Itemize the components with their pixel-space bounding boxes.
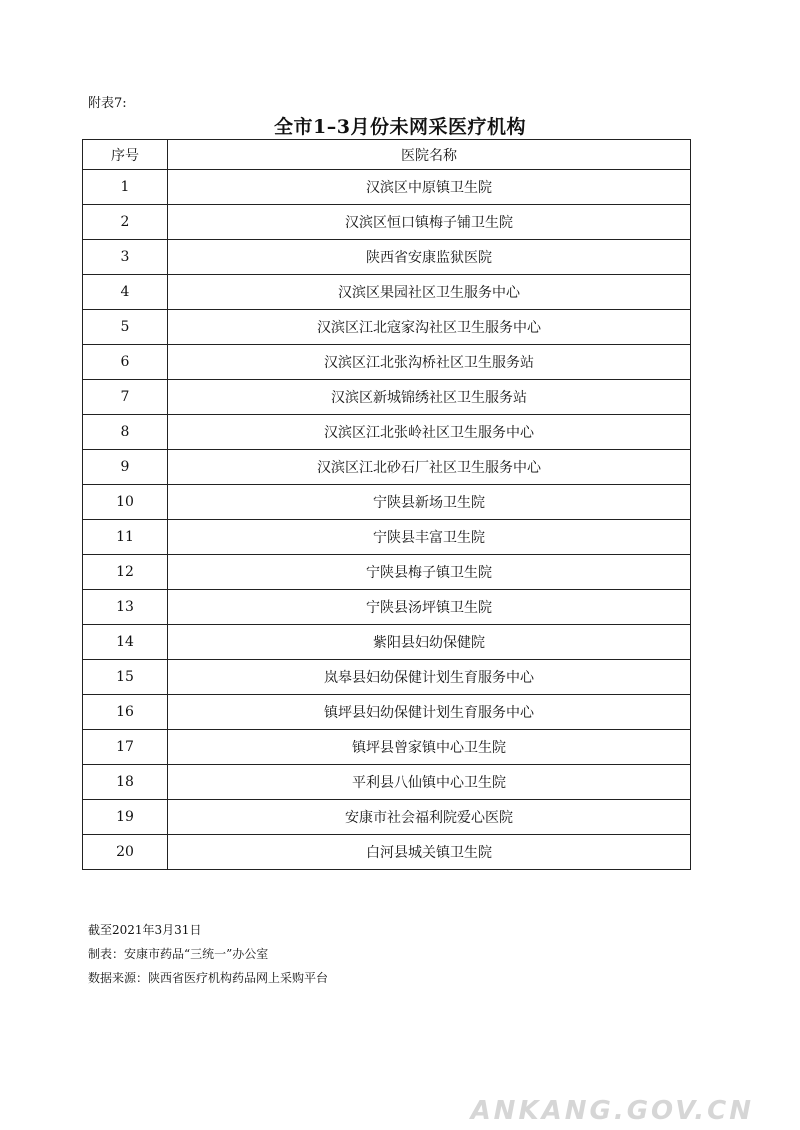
row-hospital-name: 宁陕县丰富卫生院 xyxy=(168,520,691,555)
site-watermark: ANKANG.GOV.CN xyxy=(470,1096,754,1126)
table-row xyxy=(83,730,691,765)
row-hospital-name: 汉滨区江北砂石厂社区卫生服务中心 xyxy=(168,450,691,485)
table-header-row xyxy=(83,140,691,170)
row-index: 6 xyxy=(83,345,168,380)
table-row xyxy=(83,450,691,485)
header-index: 序号 xyxy=(83,140,168,170)
table-row xyxy=(83,765,691,800)
table-row xyxy=(83,695,691,730)
row-hospital-name: 汉滨区果园社区卫生服务中心 xyxy=(168,275,691,310)
row-index: 11 xyxy=(83,520,168,555)
row-hospital-name: 镇坪县曾家镇中心卫生院 xyxy=(168,730,691,765)
row-index: 12 xyxy=(83,555,168,590)
row-hospital-name: 安康市社会福利院爱心医院 xyxy=(168,800,691,835)
row-hospital-name: 汉滨区恒口镇梅子铺卫生院 xyxy=(168,205,691,240)
row-index: 2 xyxy=(83,205,168,240)
row-index: 8 xyxy=(83,415,168,450)
annex-label: 附表7: xyxy=(88,96,127,111)
row-hospital-name: 汉滨区江北寇家沟社区卫生服务中心 xyxy=(168,310,691,345)
row-hospital-name: 汉滨区新城锦绣社区卫生服务站 xyxy=(168,380,691,415)
row-index: 4 xyxy=(83,275,168,310)
table-row xyxy=(83,310,691,345)
row-hospital-name: 宁陕县汤坪镇卫生院 xyxy=(168,590,691,625)
row-index: 7 xyxy=(83,380,168,415)
producer-note: 制表：安康市药品“三统一”办公室 xyxy=(88,947,269,961)
row-index: 19 xyxy=(83,800,168,835)
row-hospital-name: 平利县八仙镇中心卫生院 xyxy=(168,765,691,800)
table-body xyxy=(83,170,691,870)
table-row xyxy=(83,275,691,310)
row-index: 10 xyxy=(83,485,168,520)
table-row xyxy=(83,380,691,415)
row-index: 18 xyxy=(83,765,168,800)
row-hospital-name: 汉滨区江北张沟桥社区卫生服务站 xyxy=(168,345,691,380)
cutoff-date: 截至2021年3月31日 xyxy=(88,923,202,937)
table-row xyxy=(83,800,691,835)
page-title: 全市1–3月份未网采医疗机构 xyxy=(274,116,526,138)
row-hospital-name: 汉滨区江北张岭社区卫生服务中心 xyxy=(168,415,691,450)
row-hospital-name: 白河县城关镇卫生院 xyxy=(168,835,691,870)
table-row xyxy=(83,520,691,555)
row-index: 17 xyxy=(83,730,168,765)
row-index: 3 xyxy=(83,240,168,275)
source-note: 数据来源：陕西省医疗机构药品网上采购平台 xyxy=(88,971,329,985)
row-hospital-name: 陕西省安康监狱医院 xyxy=(168,240,691,275)
row-hospital-name: 汉滨区中原镇卫生院 xyxy=(168,170,691,205)
row-index: 14 xyxy=(83,625,168,660)
row-index: 15 xyxy=(83,660,168,695)
table-row xyxy=(83,240,691,275)
table-row xyxy=(83,590,691,625)
row-hospital-name: 紫阳县妇幼保健院 xyxy=(168,625,691,660)
table-row xyxy=(83,345,691,380)
table-row xyxy=(83,835,691,870)
table-row xyxy=(83,170,691,205)
row-index: 16 xyxy=(83,695,168,730)
header-hospital-name: 医院名称 xyxy=(168,140,691,170)
row-index: 9 xyxy=(83,450,168,485)
row-index: 1 xyxy=(83,170,168,205)
table-row xyxy=(83,205,691,240)
table-row xyxy=(83,555,691,590)
row-hospital-name: 宁陕县新场卫生院 xyxy=(168,485,691,520)
row-hospital-name: 宁陕县梅子镇卫生院 xyxy=(168,555,691,590)
row-hospital-name: 镇坪县妇幼保健计划生育服务中心 xyxy=(168,695,691,730)
institution-table xyxy=(82,139,691,870)
row-index: 13 xyxy=(83,590,168,625)
table-row xyxy=(83,415,691,450)
row-hospital-name: 岚皋县妇幼保健计划生育服务中心 xyxy=(168,660,691,695)
table-row xyxy=(83,625,691,660)
table-row xyxy=(83,660,691,695)
row-index: 20 xyxy=(83,835,168,870)
row-index: 5 xyxy=(83,310,168,345)
table-row xyxy=(83,485,691,520)
